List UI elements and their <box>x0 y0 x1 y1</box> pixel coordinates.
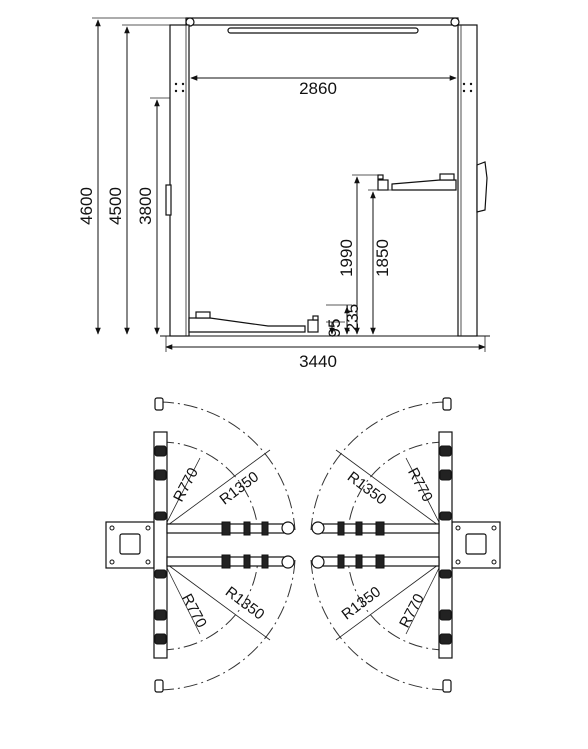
dim-column-height: 4500 <box>106 187 125 225</box>
left-column-foot <box>120 534 140 554</box>
raised-lift-arm <box>392 180 456 190</box>
right-column-foot <box>466 534 486 554</box>
left-top-anchor <box>155 398 163 410</box>
raised-arm-carriage <box>440 174 454 180</box>
left-bottom-anchor <box>155 680 163 692</box>
dim-lift-travel: 1850 <box>373 239 392 277</box>
radius-label-left-upper-inner: R770 <box>170 465 202 505</box>
radius-label-right-lower-inner: R770 <box>396 591 428 631</box>
lowered-lift-arm <box>189 318 305 332</box>
radius-label-right-upper-inner: R770 <box>404 465 436 505</box>
left-upper-pad <box>282 522 294 534</box>
lowered-arm-carriage <box>196 312 210 318</box>
elevation-view <box>77 18 490 371</box>
right-upper-pad <box>312 522 324 534</box>
dim-outer-width: 3440 <box>299 352 337 371</box>
right-lower-pad <box>312 556 324 568</box>
left-lower-pad <box>282 556 294 568</box>
dim-inner-width: 2860 <box>299 79 337 98</box>
right-upper-outer-arc <box>311 402 446 530</box>
dim-crossbeam-clearance: 3800 <box>136 187 155 225</box>
dim-pad-height: 95 <box>325 318 344 338</box>
plan-view <box>106 398 500 692</box>
right-bottom-anchor <box>443 680 451 692</box>
overhead-shutoff-bar <box>228 28 418 33</box>
overhead-crossbeam <box>186 18 458 25</box>
left-lower-outer-arc <box>160 560 295 690</box>
right-lower-outer-arc <box>311 560 446 690</box>
radius-label-right-upper-outer: R1350 <box>343 468 390 509</box>
lowered-lift-pad <box>308 320 318 332</box>
dim-min-height: 235 <box>343 303 362 333</box>
left-upper-outer-arc <box>160 402 295 530</box>
radius-label-left-upper-outer: R1350 <box>216 468 263 509</box>
right-power-unit <box>477 162 487 212</box>
right-top-anchor <box>443 398 451 410</box>
dim-total-height: 4600 <box>77 187 96 225</box>
radius-label-right-lower-outer: R1350 <box>338 583 385 624</box>
radius-label-left-lower-outer: R1350 <box>221 583 268 624</box>
radius-label-left-lower-inner: R770 <box>178 591 210 631</box>
raised-lift-pad <box>378 180 388 190</box>
left-power-unit <box>166 185 171 215</box>
dim-max-lift-height: 1990 <box>337 239 356 277</box>
right-column-section <box>439 432 452 658</box>
left-column-section <box>154 432 167 658</box>
